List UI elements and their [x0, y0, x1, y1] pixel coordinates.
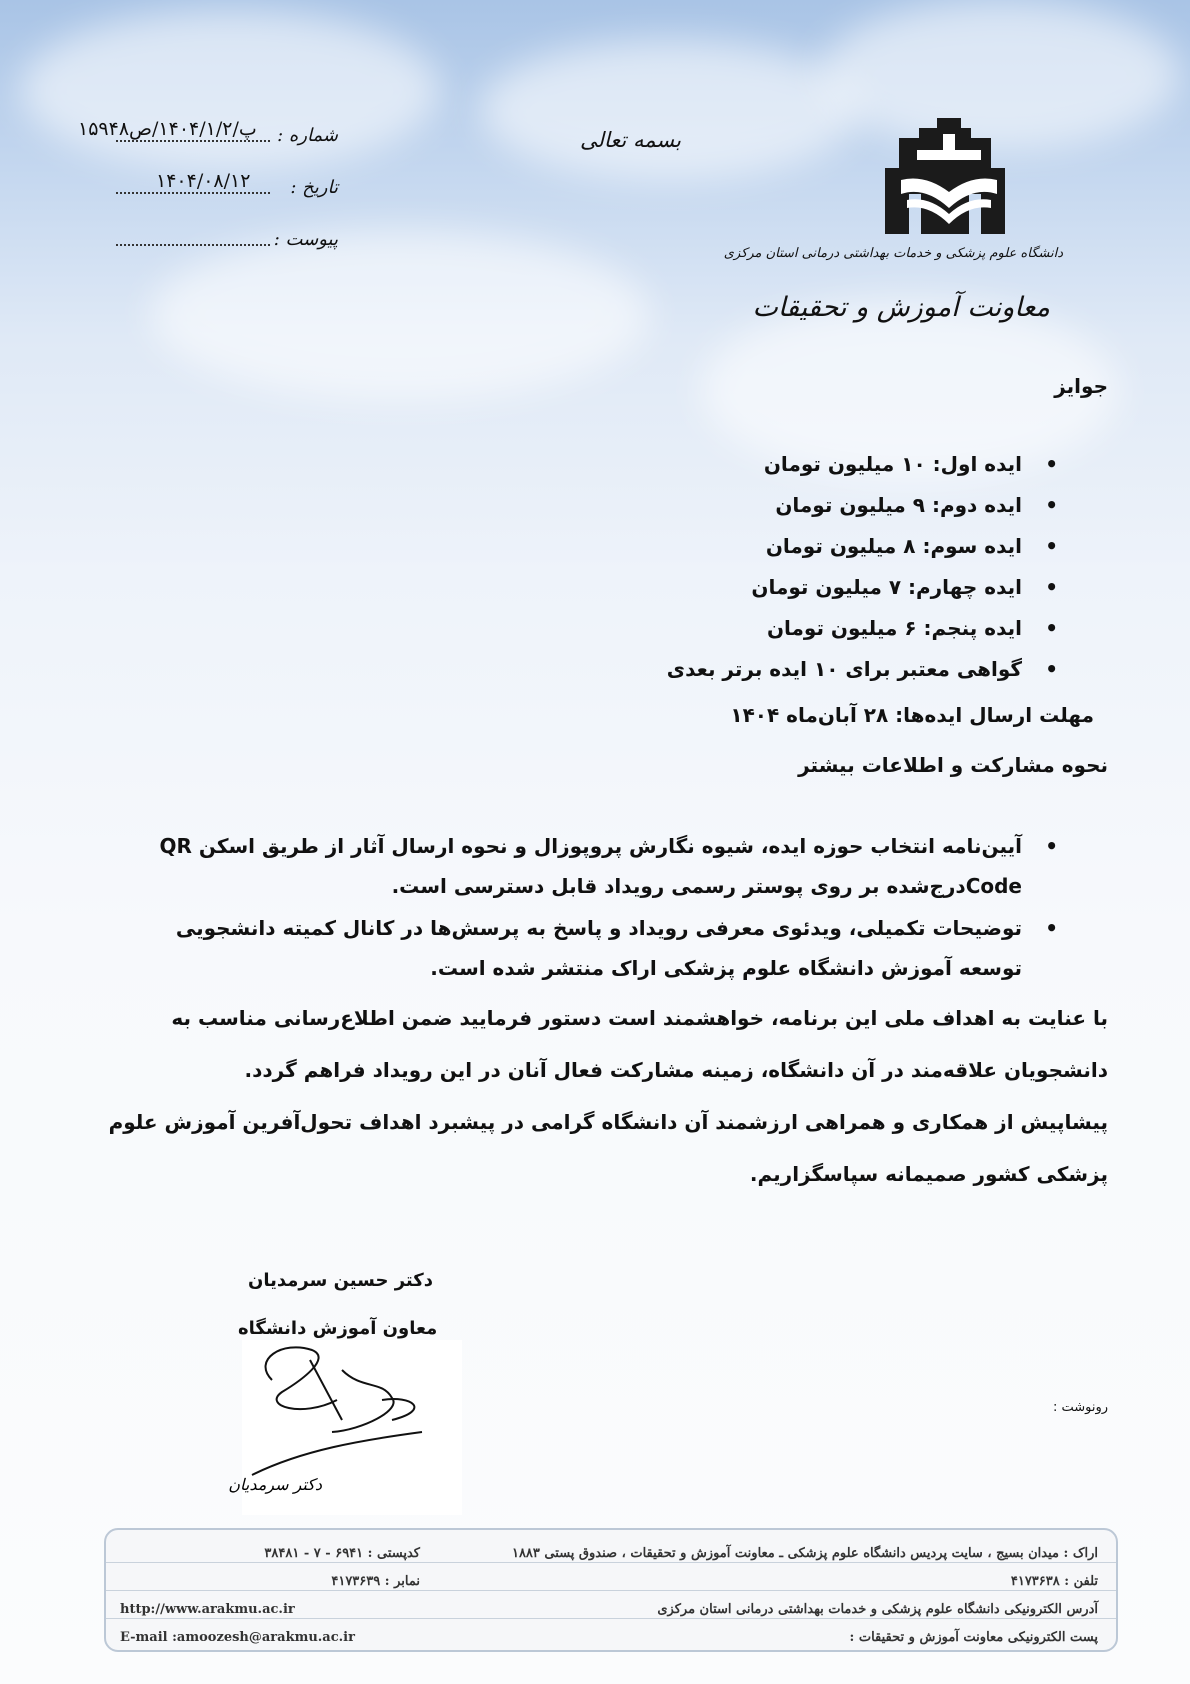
letter-footer	[104, 1528, 1118, 1652]
dotted-line	[116, 140, 270, 142]
signature-area	[228, 1340, 462, 1515]
footer-web-label: آدرس الکترونیکی دانشگاه علوم پزشکی و خدمات بهداشتی درمانی استان مرکزی	[657, 1602, 1098, 1617]
university-name: دانشگاه علوم پزشکی و خدمات بهداشتی درمانی استان مرکزی	[723, 246, 1063, 261]
prize-text: ایده اول: ۱۰ میلیون تومان	[763, 452, 1022, 476]
department-name: معاونت آموزش و تحقیقات	[752, 292, 1050, 323]
prize-text: ایده پنجم: ۶ میلیون تومان	[766, 616, 1022, 640]
signature-handwriting: دکتر سرمدیان	[228, 1475, 322, 1494]
prize-text: ایده چهارم: ۷ میلیون تومان	[751, 575, 1022, 599]
prizes-list	[666, 448, 1058, 694]
prize-text: ایده دوم: ۹ میلیون تومان	[775, 493, 1022, 517]
signatory-name: دکتر حسین سرمدیان	[248, 1270, 433, 1291]
footer-address: اراک : میدان بسیج ، سایت پردیس دانشگاه علوم پزشکی ـ معاونت آموزش و تحقیقات ، صندوق پستی ۱۸۸۳	[511, 1546, 1098, 1561]
thanks-paragraph: پیشاپیش از همکاری و همراهی ارزشمند آن دانشگاه گرامی در پیشبرد اهداف تحول‌آفرین آموزش علوم پزشکی کشور صمیمانه سپاسگزاریم.	[108, 1110, 1108, 1186]
cc-label: رونوشت :	[1052, 1400, 1108, 1415]
cloud-decoration	[480, 40, 860, 180]
bullet-icon: •	[1045, 834, 1058, 858]
date-label: تاریخ :	[290, 177, 338, 198]
participation-heading: نحوه مشارکت و اطلاعات بیشتر	[798, 753, 1108, 777]
info-text: توضیحات تکمیلی، ویدئوی معرفی رویداد و پاسخ به پرسش‌ها در کانال کمیته دانشجویی توسعه آموزش دانشگاه علوم پزشکی اراک منتشر شده است.	[175, 916, 1022, 980]
bullet-icon: •	[1045, 616, 1058, 640]
attachment-label: پیوست :	[273, 229, 338, 250]
prize-text: گواهی معتبر برای ۱۰ ایده برتر بعدی	[666, 657, 1022, 681]
prizes-heading: جوایز	[1054, 374, 1108, 398]
letter-meta	[78, 112, 338, 268]
list-item	[667, 530, 1058, 571]
list-item	[142, 826, 1058, 906]
attachment-row	[78, 216, 338, 252]
bullet-icon: •	[1045, 493, 1058, 517]
bullet-icon: •	[1045, 657, 1058, 681]
bullet-icon: •	[1045, 534, 1058, 558]
list-item	[666, 653, 1058, 694]
letter-date: ۱۴۰۴/۰۸/۱۲	[156, 170, 251, 192]
footer-fax: نمابر : ۴۱۷۳۶۳۹	[331, 1574, 420, 1589]
list-item	[667, 448, 1058, 489]
basmala-heading: بسمه تعالی	[580, 128, 681, 152]
bullet-icon: •	[1045, 452, 1058, 476]
university-logo-icon	[885, 116, 1013, 244]
dotted-line	[116, 244, 270, 246]
date-row	[78, 164, 338, 200]
footer-postal-code: کدپستی : ۶۹۴۱ - ۷ - ۳۸۴۸۱	[264, 1546, 420, 1561]
footer-phone: تلفن : ۴۱۷۳۶۳۸	[1010, 1574, 1098, 1589]
bullet-icon: •	[1045, 575, 1058, 599]
list-item	[667, 612, 1058, 653]
letter-number: پ/۱۴۰۴/۱/۲/ص۱۵۹۴۸	[78, 118, 257, 140]
number-row	[78, 112, 338, 148]
footer-contact-block	[120, 1540, 420, 1652]
footer-website-link[interactable]: http://www.arakmu.ac.ir	[120, 1602, 295, 1617]
number-label: شماره :	[277, 125, 338, 146]
deadline-text: مهلت ارسال ایده‌ها: ۲۸ آبان‌ماه ۱۴۰۴	[730, 703, 1094, 727]
request-paragraph: با عنایت به اهداف ملی این برنامه، خواهشمند است دستور فرمایید ضمن اطلاع‌رسانی مناسب به دانشجویان علاقه‌مند در آن دانشگاه، زمینه مشارکت فعال آنان در این رویداد فراهم گردد.	[171, 1006, 1108, 1082]
list-item	[667, 571, 1058, 612]
footer-email-link[interactable]: E-mail :amoozesh@arakmu.ac.ir	[120, 1630, 355, 1645]
info-list	[142, 826, 1058, 990]
prize-text: ایده سوم: ۸ میلیون تومان	[765, 534, 1022, 558]
list-item	[142, 908, 1058, 988]
dotted-line	[116, 192, 270, 194]
list-item	[667, 489, 1058, 530]
info-text: آیین‌نامه انتخاب حوزه ایده، شیوه نگارش پروپوزال و نحوه ارسال آثار از طریق اسکن QR Codeدرج‌شده بر روی پوستر رسمی رویداد قابل دسترسی است.	[159, 834, 1022, 898]
bullet-icon: •	[1045, 916, 1058, 940]
signatory-title: معاون آموزش دانشگاه	[238, 1318, 438, 1339]
handwritten-signature-icon	[228, 1340, 462, 1515]
footer-address-block	[458, 1540, 1098, 1652]
footer-email-label: پست الکترونیکی معاونت آموزش و تحقیقات :	[849, 1630, 1098, 1645]
